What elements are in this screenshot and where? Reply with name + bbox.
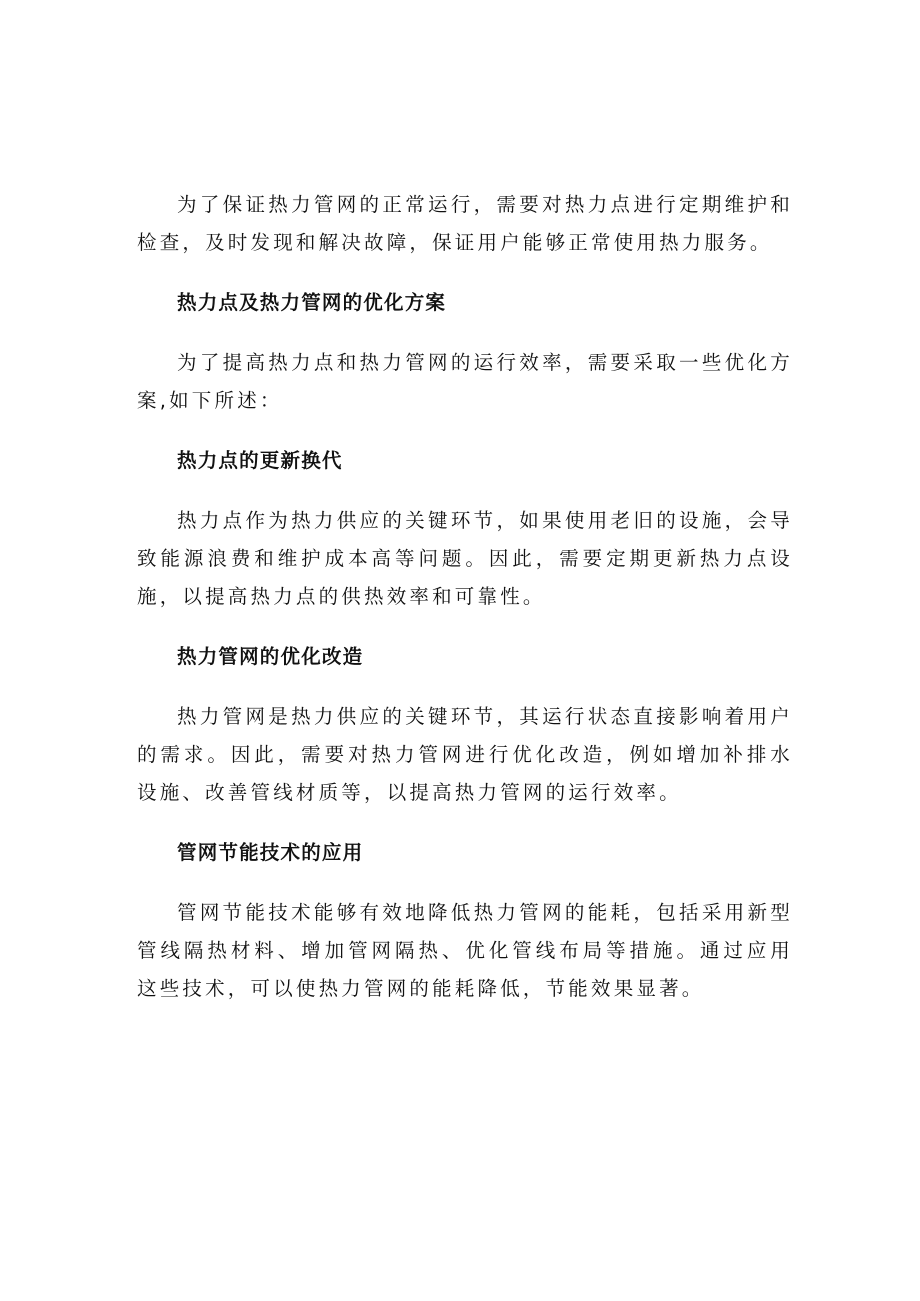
heading-energy-saving-tech: 管网节能技术的应用 <box>177 841 364 864</box>
paragraph-heat-point-upgrade: 热力点作为热力供应的关键环节，如果使用老旧的设施，会导致能源浪费和维护成本高等问题。因此，需要定期更新热力点设施，以提高热力点的供热效率和可靠性。 <box>137 509 793 608</box>
heading-optimization-plan: 热力点及热力管网的优化方案 <box>177 291 447 314</box>
paragraph-maintenance: 为了保证热力管网的正常运行，需要对热力点进行定期维护和检查，及时发现和解决故障，保证用户能够正常使用热力服务。 <box>137 193 793 254</box>
heading-heat-point-upgrade: 热力点的更新换代 <box>177 449 343 472</box>
paragraph-energy-saving-tech: 管网节能技术能够有效地降低热力管网的能耗，包括采用新型管线隔热材料、增加管网隔热、优化管线布局等措施。通过应用这些技术，可以使热力管网的能耗降低，节能效果显著。 <box>137 901 793 1000</box>
heading-network-retrofit: 热力管网的优化改造 <box>177 645 364 668</box>
paragraph-network-retrofit: 热力管网是热力供应的关键环节，其运行状态直接影响着用户的需求。因此，需要对热力管网进行优化改造，例如增加补排水设施、改善管线材质等，以提高热力管网的运行效率。 <box>137 705 793 804</box>
document-body <box>137 186 793 1008</box>
paragraph-optimization-intro: 为了提高热力点和热力管网的运行效率，需要采取一些优化方案,如下所述： <box>137 351 793 412</box>
